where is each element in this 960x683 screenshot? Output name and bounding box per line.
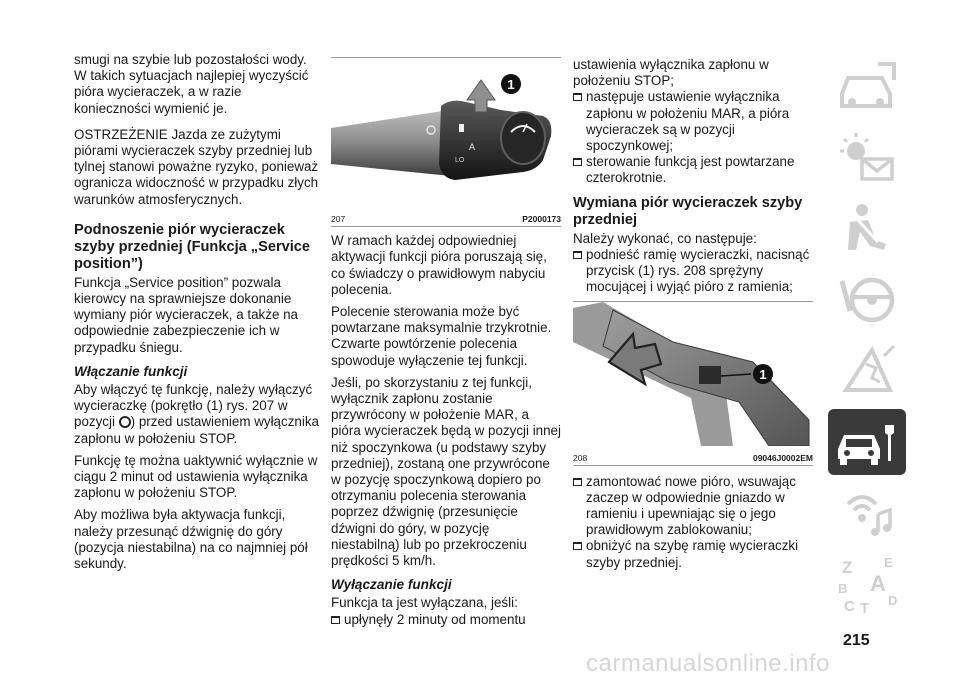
- checkbox-bullet-icon: [573, 478, 582, 486]
- paragraph: Funkcję tę można uaktywnić wyłącznie w ciągu 2 minut od ustawienia wyłącznika zapłonu w położeniu STOP.: [74, 452, 318, 501]
- index-letter: A: [870, 571, 886, 596]
- paragraph: ustawienia wyłącznika zapłonu w położeniu STOP;: [573, 57, 769, 89]
- page-number: 215: [843, 632, 870, 649]
- list-item-text: zamontować nowe pióro, wsuwając zaczep w odpowiednie gniazdo w ramieniu i upewniając się o jego prawidłowym zablokowaniu;: [586, 473, 796, 538]
- column-3: [573, 57, 813, 571]
- figure-code: P2000173: [522, 214, 561, 225]
- figure-caption: [331, 212, 561, 226]
- tab-service-maintenance[interactable]: [828, 409, 906, 475]
- index-letter: C: [844, 598, 855, 615]
- text: ) przed ustawieniem wyłącznika zapłonu w położeniu STOP.: [74, 414, 319, 446]
- paragraph: Funkcja ta jest wyłączana, jeśli:: [331, 595, 518, 611]
- tab-index[interactable]: [828, 551, 906, 617]
- list-item-text: podnieść ramię wycieraczki, nacisnąć przycisk (1) rys. 208 sprężyny mocującej i wyjąć pióro z ramienia;: [586, 246, 810, 295]
- figure-caption: [573, 451, 813, 465]
- index-letter: T: [860, 600, 870, 617]
- paragraph: smugi na szybie lub pozostałości wody. W takich sytuacjach najlepiej wyczyścić pióra wycieraczek, a w razie konieczności wymienić je.: [74, 52, 309, 116]
- paragraph: [74, 382, 319, 447]
- column-1: [74, 52, 319, 578]
- list-item: [573, 154, 813, 186]
- emergency-icon: [828, 338, 906, 404]
- checkbox-bullet-icon: [331, 616, 340, 624]
- safety-icon: [828, 196, 906, 262]
- svg-text:A: A: [469, 142, 476, 152]
- column-2: [331, 57, 561, 628]
- tab-car-overview[interactable]: [828, 54, 906, 120]
- wiper-off-position-icon: [119, 416, 131, 428]
- figure-number: 207: [331, 214, 346, 225]
- section-tabs: [826, 54, 916, 622]
- figure-code: 09046J0002EM: [752, 452, 813, 463]
- heading-enable-function: Włączanie funkcji: [74, 363, 188, 379]
- heading-disable-function: Wyłączanie funkcji: [331, 577, 452, 593]
- list-item-text: obniżyć na szybę ramię wycieraczki szyby przedniej.: [586, 538, 799, 570]
- text: Aby włączyć tę funkcję, należy wyłączyć wycieraczkę (pokrętło (1) rys. 207 w pozycji: [74, 382, 313, 430]
- figure-207: [331, 57, 561, 227]
- checkbox-bullet-icon: [573, 93, 582, 101]
- checkbox-bullet-icon: [573, 158, 582, 166]
- heading-service-position: Podnoszenie piór wycieraczek szyby przedniej (Funkcja „Service position”): [74, 221, 311, 272]
- paragraph: W ramach każdej odpowiedniej aktywacji funkcji pióra poruszają się, co świadczy o prawidłowym nabyciu polecenia.: [331, 233, 547, 297]
- paragraph: Funkcja „Service position” pozwala kierowcy na sprawniejsze dokonanie wymiany piór wycieraczek, a także na odpowiednie zabezpieczenie ich w przypadku śniegu.: [74, 274, 299, 355]
- service-maintenance-icon: [828, 409, 906, 475]
- figure-208: [573, 301, 813, 465]
- watermark: carmanualsonline.info: [586, 650, 830, 677]
- tab-multimedia[interactable]: [828, 480, 906, 546]
- index-letter: B: [838, 581, 848, 596]
- index-letter: D: [888, 593, 898, 608]
- list-item: [573, 247, 813, 296]
- list-item-text: upłynęły 2 minuty od momentu: [344, 611, 526, 627]
- checkbox-bullet-icon: [573, 542, 582, 550]
- list-item: [331, 612, 561, 628]
- index-letter: Z: [842, 558, 853, 577]
- list-item-text: następuje ustawienie wyłącznika zapłonu w położeniu MAR, a pióra wycieraczek są w pozycji spoczynkowej;: [586, 89, 790, 154]
- multimedia-icon: [828, 480, 906, 546]
- callout-1: 1: [507, 77, 515, 92]
- car-overview-icon: [828, 54, 906, 120]
- checkbox-bullet-icon: [573, 251, 582, 259]
- list-item: [573, 538, 813, 570]
- warning-paragraph: OSTRZEŻENIE Jazda ze zużytymi piórami wycieraczek szyby przedniej lub tylnej stanowi poważne ryzyko, ponieważ ogranicza widoczność w przypadku złych warunków atmosferycznych.: [74, 126, 319, 207]
- figure-number: 208: [573, 452, 588, 463]
- wiper-arm-illustration: [573, 302, 813, 446]
- index-letter: E: [884, 555, 893, 570]
- tab-warning-lights[interactable]: [828, 125, 906, 191]
- list-item: [573, 89, 813, 154]
- paragraph: Należy wykonać, co następuje:: [573, 230, 757, 246]
- list-item: [573, 474, 813, 539]
- paragraph: Jeśli, po skorzystaniu z tej funkcji, wyłącznik zapłonu zostanie przywrócony w położenie MAR, a pióra wycieraczek będą w pozycji innej niż spoczynkowa (u podstawy szyby przedniej), zostaną one przywrócone w pozycję spoczynkową dopiero po otrzymaniu polecenia sterowania poprzez dźwignię (przesunięcie dźwigni do góry, w pozycję niestabilną) lub po przekroczeniu prędkości 5 km/h.: [331, 374, 561, 569]
- tab-emergency[interactable]: [828, 338, 906, 404]
- index-icon: [828, 551, 906, 617]
- warning-lights-icon: [828, 125, 906, 191]
- wiper-stalk-illustration: [331, 58, 561, 208]
- callout-1: 1: [759, 367, 767, 383]
- tab-safety[interactable]: [828, 196, 906, 262]
- list-item-text: sterowanie funkcją jest powtarzane czterokrotnie.: [586, 154, 795, 186]
- paragraph: Aby możliwa była aktywacja funkcji, należy przesunąć dźwignię do góry (pozycja niestabilna) na co najmniej pół sekundy.: [74, 507, 308, 572]
- tab-starting-driving[interactable]: [828, 267, 906, 333]
- svg-text:LO: LO: [455, 157, 465, 164]
- starting-driving-icon: [828, 267, 906, 333]
- paragraph: Polecenie sterowania może być powtarzane maksymalnie trzykrotnie. Czwarte powtórzenie polecenia spowoduje wyłączenie tej funkcji.: [331, 304, 552, 368]
- heading-replace-blades: Wymiana piór wycieraczek szyby przedniej: [573, 194, 803, 228]
